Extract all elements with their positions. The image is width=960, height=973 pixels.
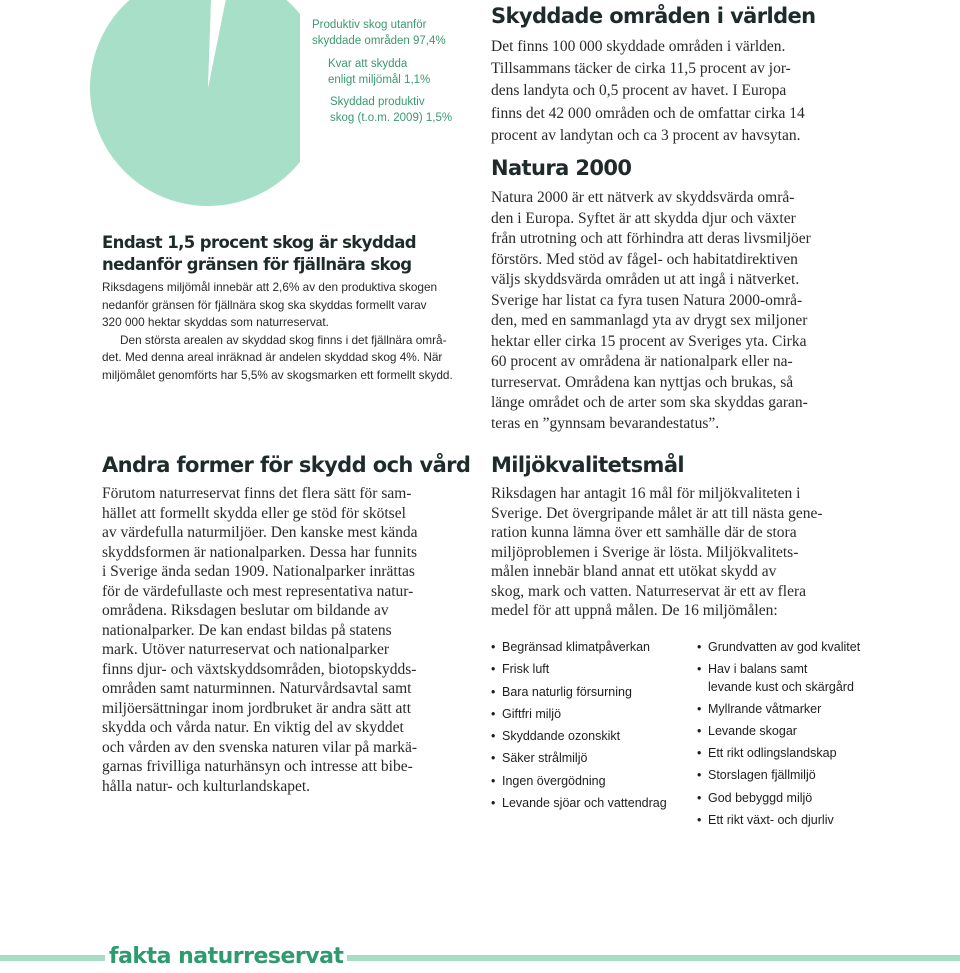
natura-line: från utrotning och att förhindra att deras livsmiljöer bbox=[491, 230, 811, 247]
other-forms-line: garnas frivilliga naturhänsyn och intresse att bibe- bbox=[102, 758, 413, 775]
goals-list-right bbox=[697, 636, 860, 831]
list-item: • Ett rikt växt- och djurliv bbox=[697, 813, 834, 828]
pie-legend-2-line-1: Kvar att skydda bbox=[328, 58, 408, 70]
world-line: Det finns 100 000 skyddade områden i världen. bbox=[491, 38, 786, 55]
list-item: • God bebyggd miljö bbox=[697, 790, 813, 805]
other-forms-line: skyddsformen är nationalparken. Dessa har funnits bbox=[102, 543, 418, 561]
forest-heading bbox=[102, 232, 416, 276]
list-item: • Skyddande ozonskikt bbox=[491, 729, 621, 744]
other-forms-line: av värdefulla naturmiljöer. Den kanske mest kända bbox=[102, 524, 418, 541]
natura-line: Sverige har listat ca fyra tusen Natura 2000-områ- bbox=[491, 291, 803, 309]
world-line: Tillsammans täcker de cirka 11,5 procent av jor- bbox=[491, 60, 791, 78]
natura-line: Natura 2000 är ett nätverk av skyddsvärda områ- bbox=[491, 189, 795, 206]
list-item: • Frisk luft bbox=[491, 662, 550, 677]
env-goals-line: Sverige. Det övergripande målet är att till nästa gene- bbox=[491, 504, 823, 522]
natura-line: hektar eller cirka 15 procent av Sveriges yta. Cirka bbox=[491, 332, 807, 350]
other-forms-line: områden samt naturminnen. Naturvårdsavtal samt bbox=[102, 680, 412, 697]
list-item: • Storslagen fjällmiljö bbox=[697, 768, 816, 783]
forest-line: nedanför gränsen för fjällnära skog ska skyddas formellt varav bbox=[102, 297, 427, 312]
other-forms-heading: Andra former för skydd och vård bbox=[102, 453, 471, 477]
footer-title: fakta naturreservat bbox=[105, 944, 347, 969]
env-goals-line: ration kunna lämna över ett samhälle där de stora bbox=[491, 524, 797, 541]
env-goals-line: skog, mark och vatten. Naturreservat är ett av flera bbox=[491, 582, 807, 600]
env-goals-line: Riksdagen har antagit 16 mål för miljökvaliteten i bbox=[491, 485, 801, 502]
list-item: • Begränsad klimatpåverkan bbox=[491, 640, 650, 654]
pie-legend-1 bbox=[312, 18, 446, 49]
goals-list-left bbox=[491, 636, 667, 814]
world-line: finns det 42 000 områden och de omfattar cirka 14 bbox=[491, 104, 805, 122]
world-line: procent av landytan och ca 3 procent av havsytan. bbox=[491, 126, 801, 144]
natura-line: 60 procent av områdena är nationalpark eller na- bbox=[491, 353, 793, 370]
world-line: dens landyta och 0,5 procent av havet. I Europa bbox=[491, 82, 787, 100]
other-forms-line: för de värdefullaste och mest representativa natur- bbox=[102, 582, 414, 600]
natura-line: turreservat. Områdena kan nyttjas och brukas, så bbox=[491, 373, 794, 391]
other-forms-paragraph bbox=[102, 484, 418, 796]
natura-line: teras en ”gynnsam bevarandestatus”. bbox=[491, 414, 720, 432]
forest-line: Riksdagens miljömål innebär att 2,6% av den produktiva skogen bbox=[102, 280, 438, 294]
pie-slice-productive-forest bbox=[90, 0, 300, 206]
forest-line: miljömålet genomförts har 5,5% av skogsmarken ett formellt skydd. bbox=[102, 367, 453, 382]
other-forms-line: skydda och vårda natur. En viktig del av skyddet bbox=[102, 719, 404, 736]
list-item: • Ett rikt odlingslandskap bbox=[697, 746, 837, 761]
natura-paragraph bbox=[491, 188, 811, 434]
other-forms-line: Förutom naturreservat finns det flera sätt för sam- bbox=[102, 485, 412, 502]
pie-legend-3-line-2: skog (t.o.m. 2009) 1,5% bbox=[330, 111, 453, 124]
forest-line: 320 000 hektar skyddas som naturreservat. bbox=[102, 315, 329, 329]
forest-heading-line: nedanför gränsen för fjällnära skog bbox=[102, 255, 412, 274]
list-item: • Myllrande våtmarker bbox=[697, 701, 822, 716]
natura-line: förstörs. Med stöd av fågel- och habitatdirektiven bbox=[491, 250, 798, 268]
env-goals-heading: Miljökvalitetsmål bbox=[491, 453, 685, 477]
other-forms-line: mark. Utöver naturreservat och nationalparker bbox=[102, 641, 390, 658]
list-item: • Ingen övergödning bbox=[491, 773, 606, 788]
env-goals-line: miljöproblemen i Sverige är lösta. Miljökvalitets- bbox=[491, 543, 799, 561]
list-item: • Giftfri miljö bbox=[491, 706, 562, 721]
other-forms-line: och vården av den svenska naturen vilar på markä- bbox=[102, 738, 418, 756]
env-goals-line: medel för att uppnå målen. De 16 miljömålen: bbox=[491, 602, 778, 619]
footer bbox=[0, 940, 960, 973]
pie-legend-2-line-2: enligt miljömål 1,1% bbox=[328, 73, 431, 86]
env-goals-paragraph bbox=[491, 484, 823, 621]
pie-legend-3 bbox=[330, 95, 452, 126]
list-item: • Grundvatten av god kvalitet bbox=[697, 640, 861, 654]
world-heading: Skyddade områden i världen bbox=[491, 4, 816, 28]
other-forms-line: i Sverige ända sedan 1909. Nationalparker inrättas bbox=[102, 563, 415, 580]
list-item: • Säker strålmiljö bbox=[491, 751, 588, 766]
env-goals-line: målen innebär bland annat ett utökat skydd av bbox=[491, 563, 777, 580]
other-forms-line: områdena. Riksdagen beslutar om bildande av bbox=[102, 602, 389, 619]
pie-legend-2 bbox=[328, 57, 430, 88]
world-paragraph bbox=[491, 36, 805, 147]
forest-heading-line: Endast 1,5 procent skog är skyddad bbox=[102, 233, 416, 252]
pie-legend-3-line-1: Skyddad produktiv bbox=[330, 96, 425, 108]
other-forms-line: hället att formellt skydda eller ge stöd för skötsel bbox=[102, 504, 406, 522]
pie-legend-1-line-2: skyddade områden 97,4% bbox=[312, 34, 446, 47]
other-forms-line: hålla natur- och kulturlandskapet. bbox=[102, 777, 311, 795]
natura-heading: Natura 2000 bbox=[491, 156, 632, 180]
pie-legend-1-line-1: Produktiv skog utanför bbox=[312, 19, 427, 31]
other-forms-line: nationalparker. De kan endast bildas på statens bbox=[102, 621, 392, 639]
other-forms-line: finns djur- och växtskyddsområden, biotopskydds- bbox=[102, 660, 417, 678]
list-item-continuation: levande kust och skärgård bbox=[708, 679, 854, 694]
forest-line: det. Med denna areal inräknad är andelen skyddad skog 4%. När bbox=[102, 350, 443, 364]
list-item: • Levande skogar bbox=[697, 723, 797, 738]
natura-line: den, med en sammanlagd yta av drygt sex miljoner bbox=[491, 312, 808, 329]
list-item: • Bara naturlig försurning bbox=[491, 684, 632, 699]
pie-chart bbox=[0, 0, 300, 215]
list-item: • Levande sjöar och vattendrag bbox=[491, 796, 667, 811]
natura-line: länge området och de arter som ska skyddas garan- bbox=[491, 394, 808, 411]
list-item: • Hav i balans samt levande kust och skärgård bbox=[697, 658, 860, 694]
natura-line: den i Europa. Syftet är att skydda djur och växter bbox=[491, 209, 796, 227]
other-forms-line: miljöersättningar inom jordbruket är andra sätt att bbox=[102, 699, 412, 717]
forest-paragraph bbox=[102, 279, 453, 384]
natura-line: väljs skyddsvärda områden ut att ingå i nätverket. bbox=[491, 271, 800, 288]
forest-line: Den största arealen av skyddad skog finns i det fjällnära områ- bbox=[120, 332, 447, 347]
